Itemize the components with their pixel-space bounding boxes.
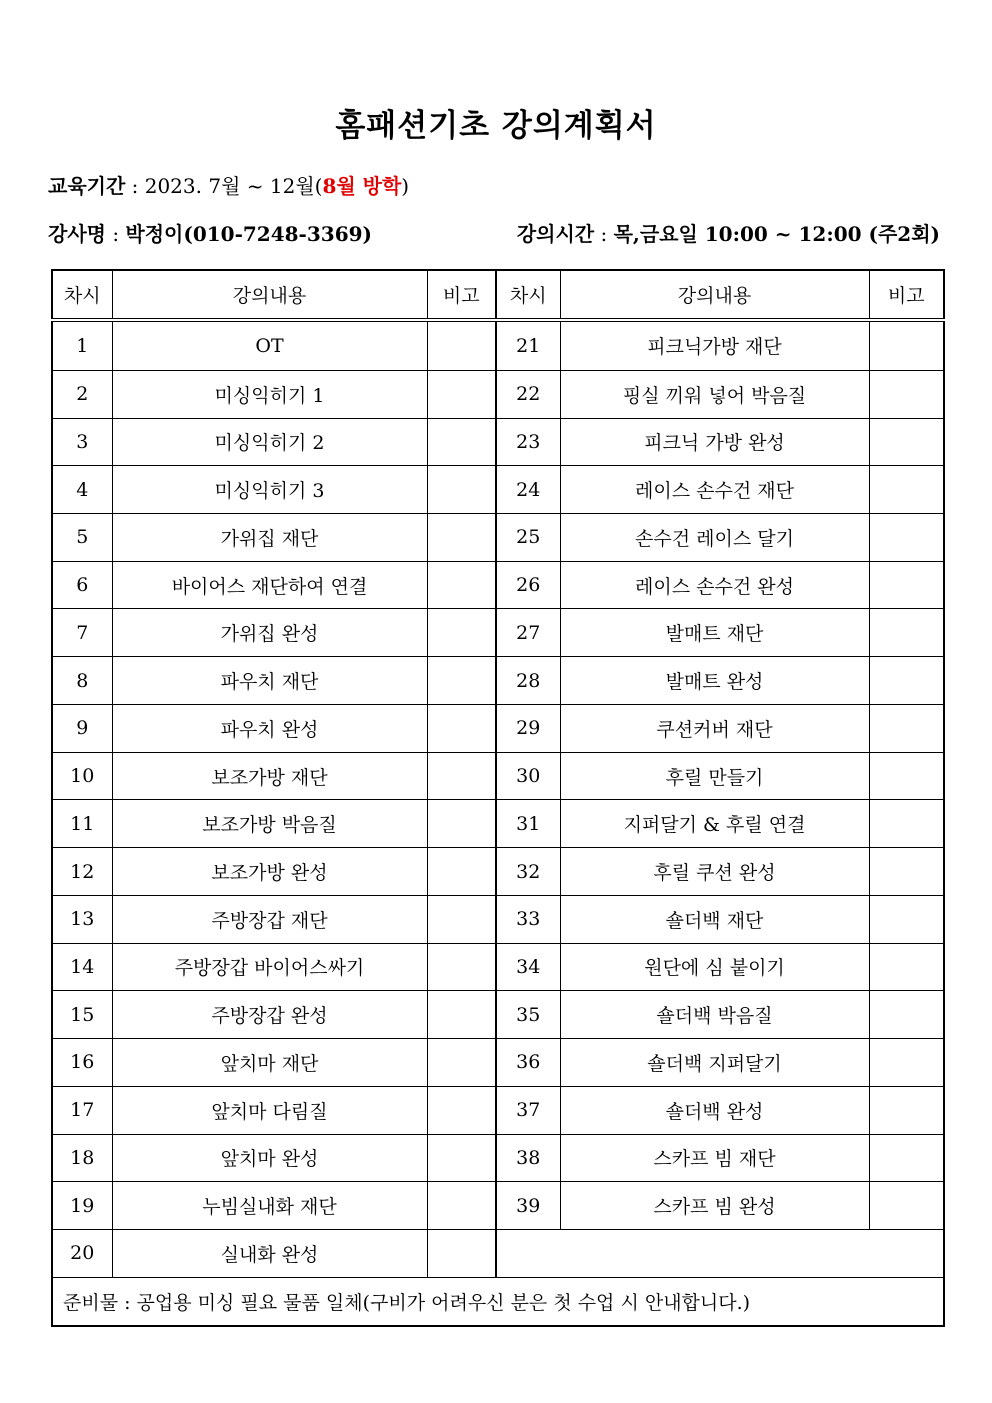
remarks-cell <box>869 800 944 848</box>
session-number: 7 <box>52 609 112 657</box>
lecture-content: 핑실 끼워 넣어 박음질 <box>560 370 869 418</box>
remarks-cell <box>869 848 944 896</box>
remarks-cell <box>427 704 496 752</box>
lecture-content: 가위집 완성 <box>112 609 427 657</box>
table-row <box>52 370 944 418</box>
instructor-value: 박정이(010-7248-3369) <box>125 222 372 246</box>
session-number: 22 <box>496 370 560 418</box>
table-row <box>52 514 944 562</box>
lecture-content: 지퍼달기 & 후릴 연결 <box>560 800 869 848</box>
remarks-cell <box>427 800 496 848</box>
session-number: 39 <box>496 1182 560 1230</box>
session-number: 5 <box>52 514 112 562</box>
remarks-cell <box>869 514 944 562</box>
table-row <box>52 991 944 1039</box>
session-number: 17 <box>52 1086 112 1134</box>
header-cell: 비고 <box>427 270 496 320</box>
remarks-cell <box>869 1182 944 1230</box>
schedule-label: 강의시간 <box>516 222 595 246</box>
session-number: 27 <box>496 609 560 657</box>
session-number: 33 <box>496 895 560 943</box>
remarks-cell <box>427 657 496 705</box>
period-label: 교육기간 <box>48 174 126 198</box>
remarks-cell <box>869 370 944 418</box>
period-value: 2023. 7월 ~ 12월( <box>144 174 323 198</box>
table-row <box>52 561 944 609</box>
remarks-cell <box>869 1134 944 1182</box>
session-number: 13 <box>52 895 112 943</box>
schedule-sep: : <box>594 222 614 246</box>
remarks-cell <box>427 943 496 991</box>
table-row <box>52 752 944 800</box>
table-row <box>52 848 944 896</box>
table-row <box>52 943 944 991</box>
lecture-content: 피크닉 가방 완성 <box>560 418 869 466</box>
remarks-cell <box>427 609 496 657</box>
remarks-cell <box>869 609 944 657</box>
lecture-content: 앞치마 다림질 <box>112 1086 427 1134</box>
lecture-content: 누빔실내화 재단 <box>112 1182 427 1230</box>
remarks-cell <box>427 895 496 943</box>
lecture-content: 가위집 재단 <box>112 514 427 562</box>
table-row <box>52 320 944 370</box>
session-number: 9 <box>52 704 112 752</box>
lecture-content: 미싱익히기 3 <box>112 466 427 514</box>
table-row <box>52 1086 944 1134</box>
header-cell: 강의내용 <box>112 270 427 320</box>
lecture-content: 주방장갑 완성 <box>112 991 427 1039</box>
remarks-cell <box>869 1039 944 1087</box>
lecture-content: 원단에 심 붙이기 <box>560 943 869 991</box>
session-number: 30 <box>496 752 560 800</box>
materials-note: 준비물 : 공업용 미싱 필요 물품 일체(구비가 어려우신 분은 첫 수업 시 안내합니다.) <box>52 1277 944 1326</box>
session-number: 14 <box>52 943 112 991</box>
session-number: 6 <box>52 561 112 609</box>
table-row <box>52 466 944 514</box>
period-close: ) <box>401 174 410 198</box>
session-number: 10 <box>52 752 112 800</box>
remarks-cell <box>427 561 496 609</box>
lecture-content: 주방장갑 재단 <box>112 895 427 943</box>
page-title: 홈패션기초 강의계획서 <box>335 108 657 144</box>
remarks-cell <box>869 657 944 705</box>
lecture-content: 파우치 완성 <box>112 704 427 752</box>
remarks-cell <box>427 1086 496 1134</box>
session-number: 24 <box>496 466 560 514</box>
session-number: 34 <box>496 943 560 991</box>
table-row <box>52 418 944 466</box>
remarks-cell <box>869 418 944 466</box>
session-number: 1 <box>52 320 112 370</box>
session-number: 2 <box>52 370 112 418</box>
session-number: 21 <box>496 320 560 370</box>
session-number: 11 <box>52 800 112 848</box>
lecture-content: 숄더백 지퍼달기 <box>560 1039 869 1087</box>
session-number: 18 <box>52 1134 112 1182</box>
remarks-cell <box>427 418 496 466</box>
header-cell: 비고 <box>869 270 944 320</box>
lecture-content: 앞치마 재단 <box>112 1039 427 1087</box>
remarks-cell <box>869 895 944 943</box>
table-row <box>52 609 944 657</box>
remarks-cell <box>869 752 944 800</box>
session-number: 35 <box>496 991 560 1039</box>
session-number: 26 <box>496 561 560 609</box>
table-row <box>52 895 944 943</box>
lecture-content: 쿠션커버 재단 <box>560 704 869 752</box>
table-row <box>52 704 944 752</box>
schedule-value: 목,금요일 10:00 ~ 12:00 (주2회) <box>613 222 940 246</box>
remarks-cell <box>869 320 944 370</box>
remarks-cell <box>427 991 496 1039</box>
instructor-label: 강사명 <box>48 222 106 246</box>
session-number: 36 <box>496 1039 560 1087</box>
table-row <box>52 1230 944 1278</box>
lecture-content: 미싱익히기 2 <box>112 418 427 466</box>
session-number: 16 <box>52 1039 112 1087</box>
session-number: 32 <box>496 848 560 896</box>
schedule-line <box>517 218 940 247</box>
vacation-note: 8월 방학 <box>322 174 402 198</box>
instructor-sep: : <box>105 222 126 246</box>
period-sep: : <box>125 174 145 198</box>
remarks-cell <box>427 1134 496 1182</box>
lecture-content: 미싱익히기 1 <box>112 370 427 418</box>
lecture-content: 숄더백 재단 <box>560 895 869 943</box>
lecture-content: 바이어스 재단하여 연결 <box>112 561 427 609</box>
lecture-content: 레이스 손수건 재단 <box>560 466 869 514</box>
lecture-content: 손수건 레이스 달기 <box>560 514 869 562</box>
remarks-cell <box>427 848 496 896</box>
remarks-cell <box>427 1039 496 1087</box>
instructor-line <box>48 218 372 247</box>
lecture-content: 앞치마 완성 <box>112 1134 427 1182</box>
table-header-row <box>52 270 944 320</box>
lecture-content: 레이스 손수건 완성 <box>560 561 869 609</box>
lecture-content: 피크닉가방 재단 <box>560 320 869 370</box>
session-number: 8 <box>52 657 112 705</box>
remarks-cell <box>427 370 496 418</box>
lecture-content: 주방장갑 바이어스싸기 <box>112 943 427 991</box>
empty-cell <box>496 1230 944 1278</box>
remarks-cell <box>869 991 944 1039</box>
lecture-content: OT <box>112 320 427 370</box>
lecture-content: 발매트 완성 <box>560 657 869 705</box>
remarks-cell <box>427 320 496 370</box>
lecture-content: 발매트 재단 <box>560 609 869 657</box>
lecture-content: 후릴 만들기 <box>560 752 869 800</box>
table-row <box>52 1134 944 1182</box>
table-row <box>52 657 944 705</box>
remarks-cell <box>427 514 496 562</box>
lecture-content: 스카프 빔 재단 <box>560 1134 869 1182</box>
session-number: 20 <box>52 1230 112 1278</box>
remarks-cell <box>427 752 496 800</box>
session-number: 29 <box>496 704 560 752</box>
session-number: 19 <box>52 1182 112 1230</box>
remarks-cell <box>869 561 944 609</box>
session-number: 3 <box>52 418 112 466</box>
table-row <box>52 1039 944 1087</box>
remarks-cell <box>427 1230 496 1278</box>
note-row <box>52 1277 944 1326</box>
session-number: 15 <box>52 991 112 1039</box>
session-number: 38 <box>496 1134 560 1182</box>
remarks-cell <box>427 466 496 514</box>
session-number: 4 <box>52 466 112 514</box>
lecture-content: 숄더백 박음질 <box>560 991 869 1039</box>
session-number: 31 <box>496 800 560 848</box>
session-number: 28 <box>496 657 560 705</box>
table-row <box>52 800 944 848</box>
lecture-content: 숄더백 완성 <box>560 1086 869 1134</box>
lecture-content: 후릴 쿠션 완성 <box>560 848 869 896</box>
lecture-content: 보조가방 완성 <box>112 848 427 896</box>
remarks-cell <box>869 466 944 514</box>
session-number: 37 <box>496 1086 560 1134</box>
lecture-plan-table <box>51 269 945 1327</box>
header-cell: 차시 <box>52 270 112 320</box>
period-line <box>48 170 409 199</box>
session-number: 12 <box>52 848 112 896</box>
header-cell: 강의내용 <box>560 270 869 320</box>
lecture-content: 실내화 완성 <box>112 1230 427 1278</box>
lecture-content: 파우치 재단 <box>112 657 427 705</box>
remarks-cell <box>427 1182 496 1230</box>
lecture-content: 보조가방 박음질 <box>112 800 427 848</box>
session-number: 25 <box>496 514 560 562</box>
table-row <box>52 1182 944 1230</box>
session-number: 23 <box>496 418 560 466</box>
lecture-content: 스카프 빔 완성 <box>560 1182 869 1230</box>
remarks-cell <box>869 943 944 991</box>
remarks-cell <box>869 1086 944 1134</box>
lecture-content: 보조가방 재단 <box>112 752 427 800</box>
header-cell: 차시 <box>496 270 560 320</box>
remarks-cell <box>869 704 944 752</box>
